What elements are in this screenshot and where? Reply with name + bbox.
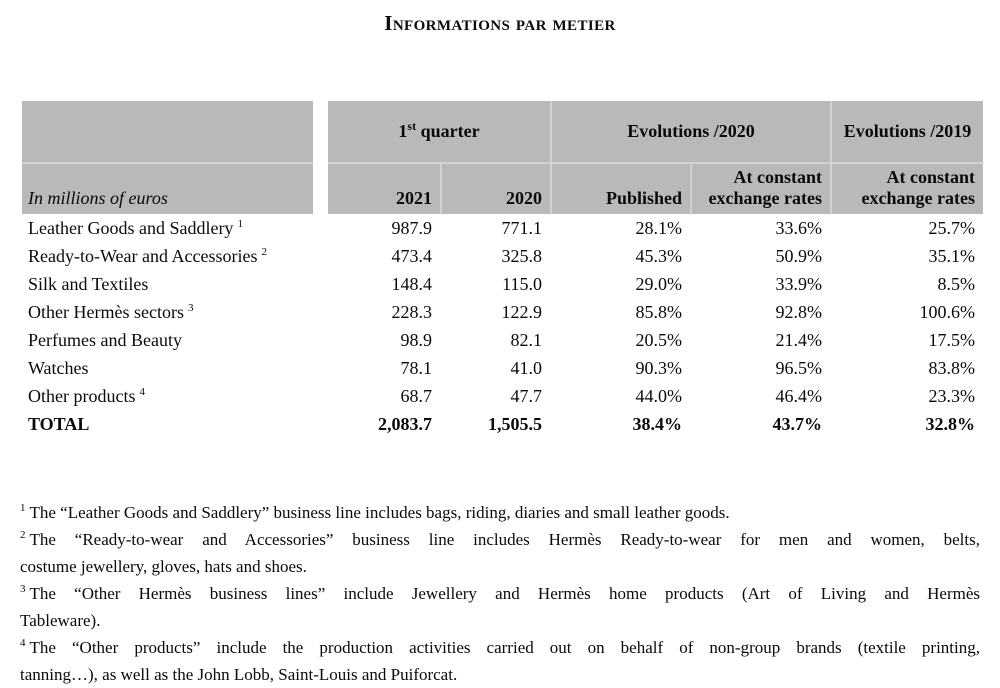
- cell-constant-2019: 23.3%: [928, 385, 975, 406]
- business-lines-table: [22, 101, 983, 438]
- row-label: Other Hermès sectors $^3$: [28, 301, 194, 322]
- table-row: [22, 270, 983, 298]
- cell-published: 20.5%: [635, 329, 682, 350]
- footnote-3: [20, 580, 980, 634]
- footnote-text: The “Other products” include the production activities carried out on behalf of non-group brands (textile printing,: [29, 638, 980, 657]
- header-group-evolutions-2019: Evolutions /2019: [830, 101, 983, 162]
- header-group-quarter: [328, 101, 550, 162]
- cell-2021: 78.1: [400, 357, 432, 378]
- table-row: [22, 242, 983, 270]
- quarter-label: 1st quarter: [398, 119, 480, 141]
- footnote-2: [20, 526, 980, 580]
- total-label: TOTAL: [28, 413, 90, 434]
- column-gap: [313, 101, 328, 162]
- column-gap: [313, 162, 328, 214]
- column-header-constant-2019: At constant exchange rates: [830, 162, 983, 214]
- total-2020: 1,505.5: [488, 413, 542, 434]
- cell-constant-2019: 25.7%: [928, 217, 975, 238]
- footnote-number: 2: [20, 529, 26, 542]
- cell-constant-2019: 100.6%: [919, 301, 975, 322]
- total-row: [22, 410, 983, 438]
- row-label: Leather Goods and Saddlery $^1$: [28, 217, 243, 238]
- cell-constant-2020: 50.9%: [775, 245, 822, 266]
- header-group-evolutions-2020: Evolutions /2020: [550, 101, 830, 162]
- footnote-number: 3: [20, 583, 26, 596]
- total-constant-2019: 32.8%: [925, 413, 975, 434]
- cell-constant-2019: 17.5%: [928, 329, 975, 350]
- row-label: Other products $^4$: [28, 385, 145, 406]
- table-row: [22, 354, 983, 382]
- table-header-columns: [22, 162, 983, 214]
- total-published: 38.4%: [632, 413, 682, 434]
- footnote-text: The “Ready-to-wear and Accessories” business line includes Hermès Ready-to-wear for men and women, belts,: [29, 530, 980, 549]
- footnote-ref: 4: [139, 385, 145, 398]
- footnote-text: costume jewellery, gloves, hats and shoes.: [20, 557, 307, 576]
- cell-constant-2020: 92.8%: [775, 301, 822, 322]
- footnote-text: Tableware).: [20, 611, 101, 630]
- footnote-text: tanning…), as well as the John Lobb, Saint-Louis and Puiforcat.: [20, 665, 458, 684]
- cell-2020: 771.1: [501, 217, 542, 238]
- cell-2020: 41.0: [510, 357, 542, 378]
- cell-published: 29.0%: [635, 273, 682, 294]
- footnote-text: The “Other Hermès business lines” include Jewellery and Hermès home products (Art of Living and Hermès: [29, 584, 980, 603]
- cell-constant-2020: 33.9%: [775, 273, 822, 294]
- footnotes: [20, 499, 980, 688]
- row-label: Watches: [28, 357, 89, 378]
- cell-published: 45.3%: [635, 245, 682, 266]
- cell-constant-2020: 21.4%: [775, 329, 822, 350]
- column-header-2021: 2021: [328, 162, 440, 214]
- table-row: [22, 382, 983, 410]
- footnote-text: The “Leather Goods and Saddlery” business line includes bags, riding, diaries and small leather goods.: [29, 503, 730, 522]
- table-row: [22, 298, 983, 326]
- cell-published: 90.3%: [635, 357, 682, 378]
- table-row: [22, 214, 983, 242]
- cell-2020: 47.7: [510, 385, 542, 406]
- cell-published: 44.0%: [635, 385, 682, 406]
- cell-2020: 82.1: [510, 329, 542, 350]
- cell-constant-2019: 35.1%: [928, 245, 975, 266]
- column-header-published: Published: [550, 162, 690, 214]
- table-header-groups: [22, 101, 983, 162]
- cell-constant-2020: 46.4%: [775, 385, 822, 406]
- row-label: Silk and Textiles: [28, 273, 149, 294]
- cell-constant-2019: 8.5%: [937, 273, 975, 294]
- cell-2020: 122.9: [501, 301, 542, 322]
- cell-2020: 325.8: [501, 245, 542, 266]
- total-2021: 2,083.7: [378, 413, 432, 434]
- page-title: Informations par metier: [384, 11, 616, 35]
- cell-2021: 987.9: [391, 217, 432, 238]
- cell-2021: 148.4: [391, 273, 432, 294]
- cell-2021: 228.3: [391, 301, 432, 322]
- total-constant-2020: 43.7%: [772, 413, 822, 434]
- header-label-block: [22, 101, 313, 162]
- footnote-4: [20, 634, 980, 688]
- cell-published: 85.8%: [635, 301, 682, 322]
- cell-published: 28.1%: [635, 217, 682, 238]
- footnote-1: [20, 499, 980, 526]
- column-header-2020: 2020: [440, 162, 550, 214]
- row-label: Ready-to-Wear and Accessories $^2$: [28, 245, 267, 266]
- cell-2020: 115.0: [502, 273, 542, 294]
- row-label: Perfumes and Beauty: [28, 329, 182, 350]
- table-row: [22, 326, 983, 354]
- footnote-number: 1: [20, 502, 26, 515]
- cell-2021: 473.4: [391, 245, 432, 266]
- cell-constant-2019: 83.8%: [928, 357, 975, 378]
- column-header-constant-2020: At constant exchange rates: [690, 162, 830, 214]
- cell-constant-2020: 33.6%: [775, 217, 822, 238]
- footnote-ref: 3: [187, 301, 194, 314]
- cell-2021: 98.9: [400, 329, 432, 350]
- footnote-ref: 1: [237, 217, 243, 230]
- unit-label: In millions of euros: [22, 162, 313, 214]
- footnote-ref: 2: [261, 245, 267, 258]
- cell-2021: 68.7: [400, 385, 432, 406]
- footnote-number: 4: [20, 637, 26, 650]
- cell-constant-2020: 96.5%: [775, 357, 822, 378]
